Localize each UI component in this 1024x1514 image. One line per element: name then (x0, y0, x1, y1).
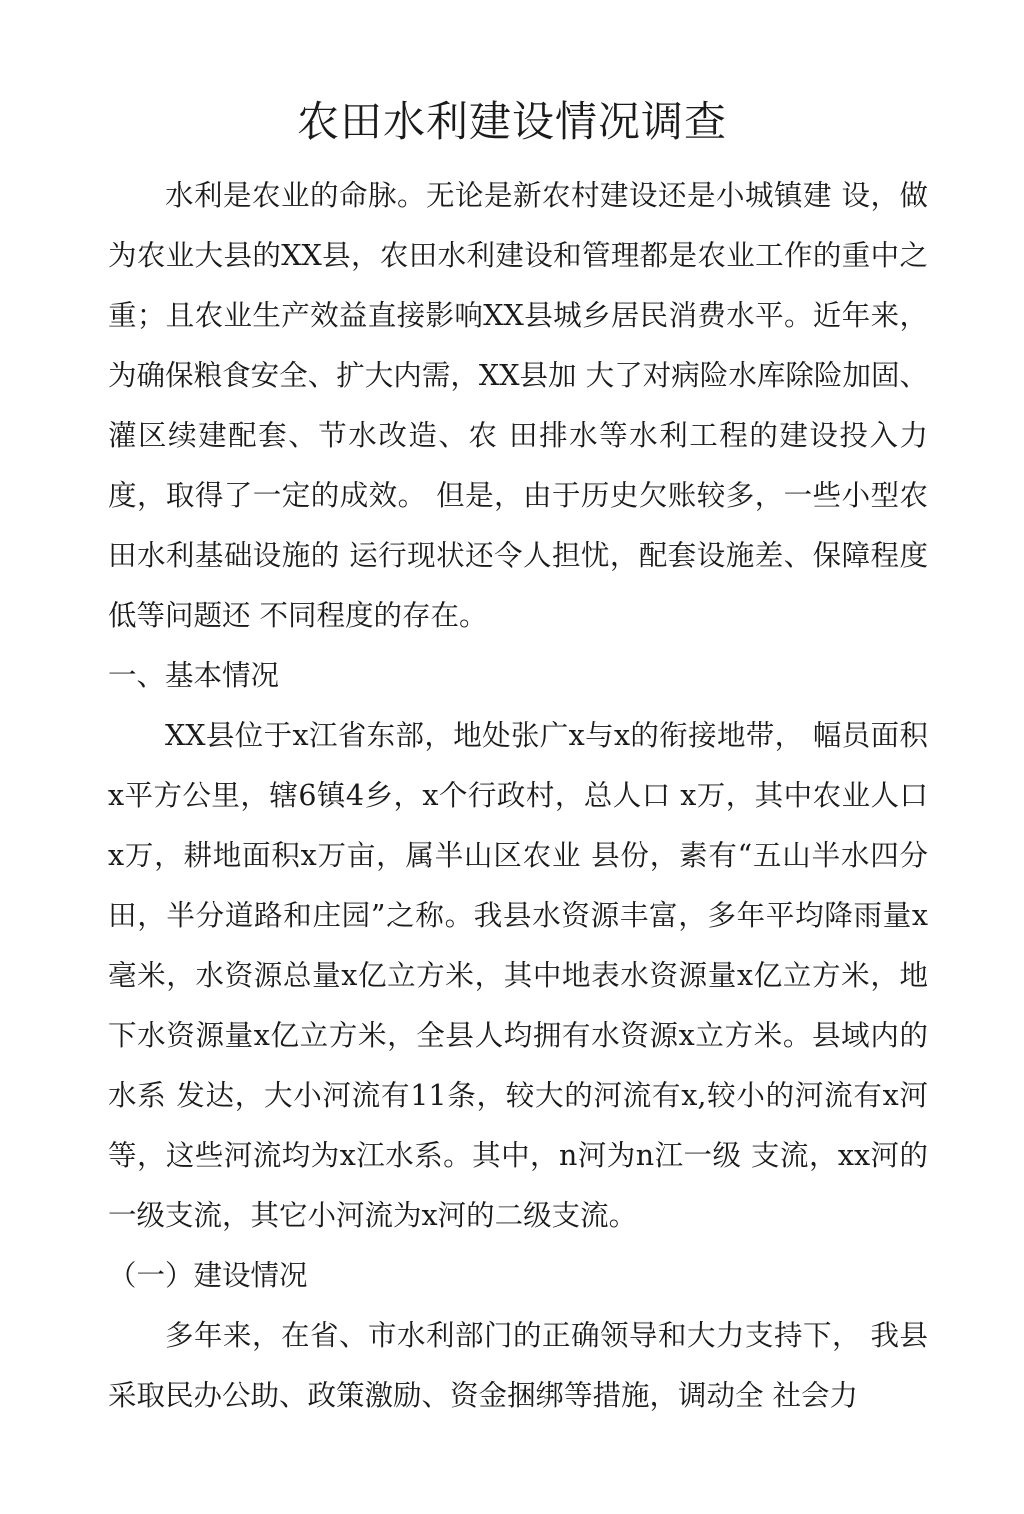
basic-situation-paragraph: XX县位于x江省东部，地处张广x与x的衔接地带， 幅员面积x平方公里，辖6镇4乡，x个行政村，总人口 x万，其中农业人口x万，耕地面积x万亩，属半山区农业 县份，素有“五山半水四分田，半分道路和庄园”之称。我县水资源丰富，多年平均降雨量x毫米，水资源总量x亿立方米，其中地表水资源量x亿立方米，地下水资源量x亿立方米，全县人均拥有水资源x立方米。县域内的水系 发达，大小河流有11条，较大的河流有x,较小的河流有x河等，这些河流均为x江水系。其中，n河为n江一级 支流，xx河的一级支流，其它小河流为x河的二级支流。 (108, 719, 928, 1232)
intro-paragraph: 水利是农业的命脉。无论是新农村建设还是小城镇建 设，做为农业大县的XX县，农田水利建设和管理都是农业工作的重中之重；且农业生产效益直接影响XX县城乡居民消费水平。近年来，为确保粮食安全、扩大内需，XX县加 大了对病险水库除险加固、灌区续建配套、节水改造、农 田排水等水利工程的建设投入力度，取得了一定的成效。 但是，由于历史欠账较多，一些小型农田水利基础设施的 运行现状还令人担忧，配套设施差、保障程度低等问题还 不同程度的存在。 (108, 179, 928, 632)
subsection-heading-construction: （一）建设情况 (108, 1259, 308, 1292)
document-body (108, 166, 928, 1426)
document-title: 农田水利建设情况调查 (296, 97, 727, 146)
section-heading-basic-situation: 一、基本情况 (108, 659, 280, 692)
construction-paragraph: 多年来，在省、市水利部门的正确领导和大力支持下， 我县采取民办公助、政策激励、资金捆绑等措施，调动全 社会力 (108, 1319, 928, 1412)
